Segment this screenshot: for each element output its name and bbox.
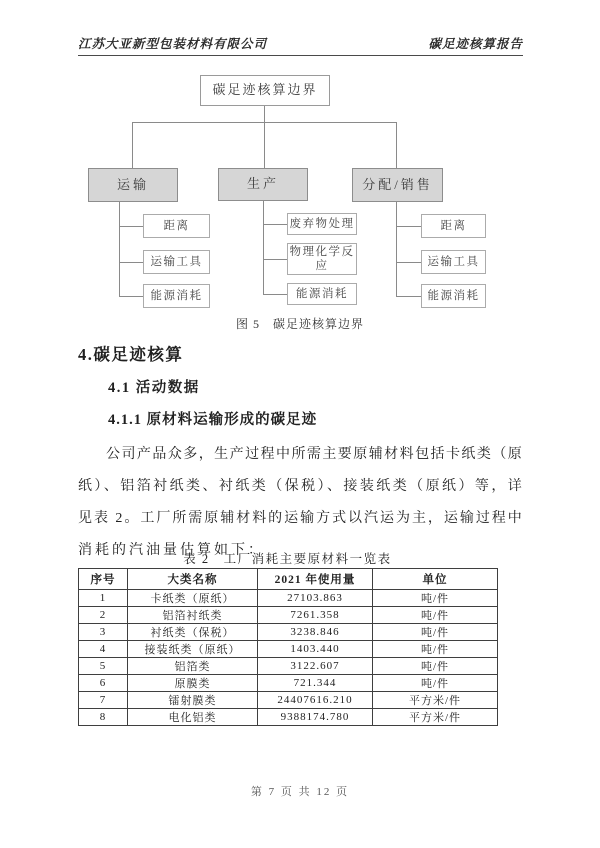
table-cell: 1403.440 — [258, 641, 373, 658]
table-cell: 吨/件 — [373, 675, 498, 692]
table-cell: 7261.358 — [258, 607, 373, 624]
diagram-branch-transport: 运输 — [88, 168, 178, 202]
connector-line — [263, 201, 264, 294]
diagram-node-energy-consumption: 能源消耗 — [143, 284, 210, 308]
connector-line — [263, 294, 287, 295]
diagram-node-energy-consumption: 能源消耗 — [421, 284, 486, 308]
table-cell: 5 — [79, 658, 128, 675]
connector-line — [263, 224, 287, 225]
table-row — [79, 590, 498, 607]
table-row — [79, 709, 498, 726]
table-cell: 24407616.210 — [258, 692, 373, 709]
connector-line — [396, 262, 421, 263]
connector-line — [263, 259, 287, 260]
table-cell: 6 — [79, 675, 128, 692]
table-cell: 8 — [79, 709, 128, 726]
table-cell: 7 — [79, 692, 128, 709]
header-report-title: 碳足迹核算报告 — [428, 37, 523, 51]
column-header-unit: 单位 — [373, 569, 498, 590]
section-heading-4-1: 4.1 活动数据 — [108, 380, 200, 396]
table-cell: 1 — [79, 590, 128, 607]
table-cell: 镭射膜类 — [128, 692, 258, 709]
diagram-root-box: 碳足迹核算边界 — [200, 75, 330, 106]
table-cell: 3122.607 — [258, 658, 373, 675]
table-row — [79, 675, 498, 692]
connector-line — [396, 122, 397, 168]
diagram-node-transport-tools: 运输工具 — [421, 250, 486, 274]
paragraph-line: 见表 2。工厂所需原辅材料的运输方式以汽运为主，运输过程中 — [78, 511, 523, 526]
table-row — [79, 692, 498, 709]
table-cell: 2 — [79, 607, 128, 624]
table-cell: 平方米/件 — [373, 692, 498, 709]
diagram-node-distance: 距离 — [421, 214, 486, 238]
diagram-node-physicochemical-reaction: 物理化学反应 — [287, 243, 357, 275]
diagram-node-energy-consumption: 能源消耗 — [287, 283, 357, 305]
table-cell: 3238.846 — [258, 624, 373, 641]
table-cell: 9388174.780 — [258, 709, 373, 726]
table-cell: 4 — [79, 641, 128, 658]
connector-line — [396, 202, 397, 296]
section-heading-4: 4.碳足迹核算 — [78, 345, 184, 364]
connector-line — [119, 202, 120, 296]
table-cell: 吨/件 — [373, 590, 498, 607]
table-cell: 原膜类 — [128, 675, 258, 692]
header-company: 江苏大亚新型包装材料有限公司 — [78, 37, 268, 51]
paragraph-line: 公司产品众多，生产过程中所需主要原辅材料包括卡纸类（原 — [106, 447, 523, 462]
paragraph-line: 消耗的汽油量估算如下： — [78, 543, 265, 558]
page-footer: 第 7 页 共 12 页 — [250, 786, 350, 798]
column-header-category: 大类名称 — [128, 569, 258, 590]
connector-line — [264, 122, 265, 168]
connector-line — [132, 122, 133, 168]
table-cell: 接装纸类（原纸） — [128, 641, 258, 658]
table-cell: 27103.863 — [258, 590, 373, 607]
table-caption: 表 2 工厂消耗主要原材料一览表 — [183, 552, 392, 566]
section-heading-4-1-1: 4.1.1 原材料运输形成的碳足迹 — [108, 412, 318, 428]
table-row — [79, 624, 498, 641]
table-cell: 铝箔衬纸类 — [128, 607, 258, 624]
table-cell: 铝箔类 — [128, 658, 258, 675]
table-cell: 吨/件 — [373, 658, 498, 675]
table-cell: 平方米/件 — [373, 709, 498, 726]
connector-line — [264, 106, 265, 122]
connector-line — [119, 262, 143, 263]
materials-table — [78, 568, 498, 726]
connector-line — [119, 226, 143, 227]
connector-line — [396, 296, 421, 297]
diagram-node-transport-tools: 运输工具 — [143, 250, 210, 274]
table-header-row — [79, 569, 498, 590]
paragraph-line: 纸）、铝箔衬纸类、衬纸类（保税）、接装纸类（原纸）等，详 — [78, 479, 523, 494]
table-cell: 吨/件 — [373, 607, 498, 624]
diagram-node-waste-treatment: 废弃物处理 — [287, 213, 357, 235]
table-cell: 吨/件 — [373, 641, 498, 658]
table-cell: 吨/件 — [373, 624, 498, 641]
table-row — [79, 658, 498, 675]
diagram-branch-distribution-sales: 分配/销售 — [352, 168, 443, 202]
body-paragraph — [78, 439, 523, 567]
diagram-branch-production: 生产 — [218, 168, 308, 201]
figure-caption: 图 5 碳足迹核算边界 — [235, 317, 364, 331]
connector-line — [396, 226, 421, 227]
column-header-index: 序号 — [79, 569, 128, 590]
materials-table-body — [79, 590, 498, 726]
diagram-node-distance: 距离 — [143, 214, 210, 238]
table-cell: 3 — [79, 624, 128, 641]
column-header-usage-2021: 2021 年使用量 — [258, 569, 373, 590]
boundary-diagram — [0, 0, 600, 335]
table-cell: 卡纸类（原纸） — [128, 590, 258, 607]
table-cell: 电化铝类 — [128, 709, 258, 726]
table-row — [79, 607, 498, 624]
table-cell: 衬纸类（保税） — [128, 624, 258, 641]
table-cell: 721.344 — [258, 675, 373, 692]
table-row — [79, 641, 498, 658]
connector-line — [119, 296, 143, 297]
